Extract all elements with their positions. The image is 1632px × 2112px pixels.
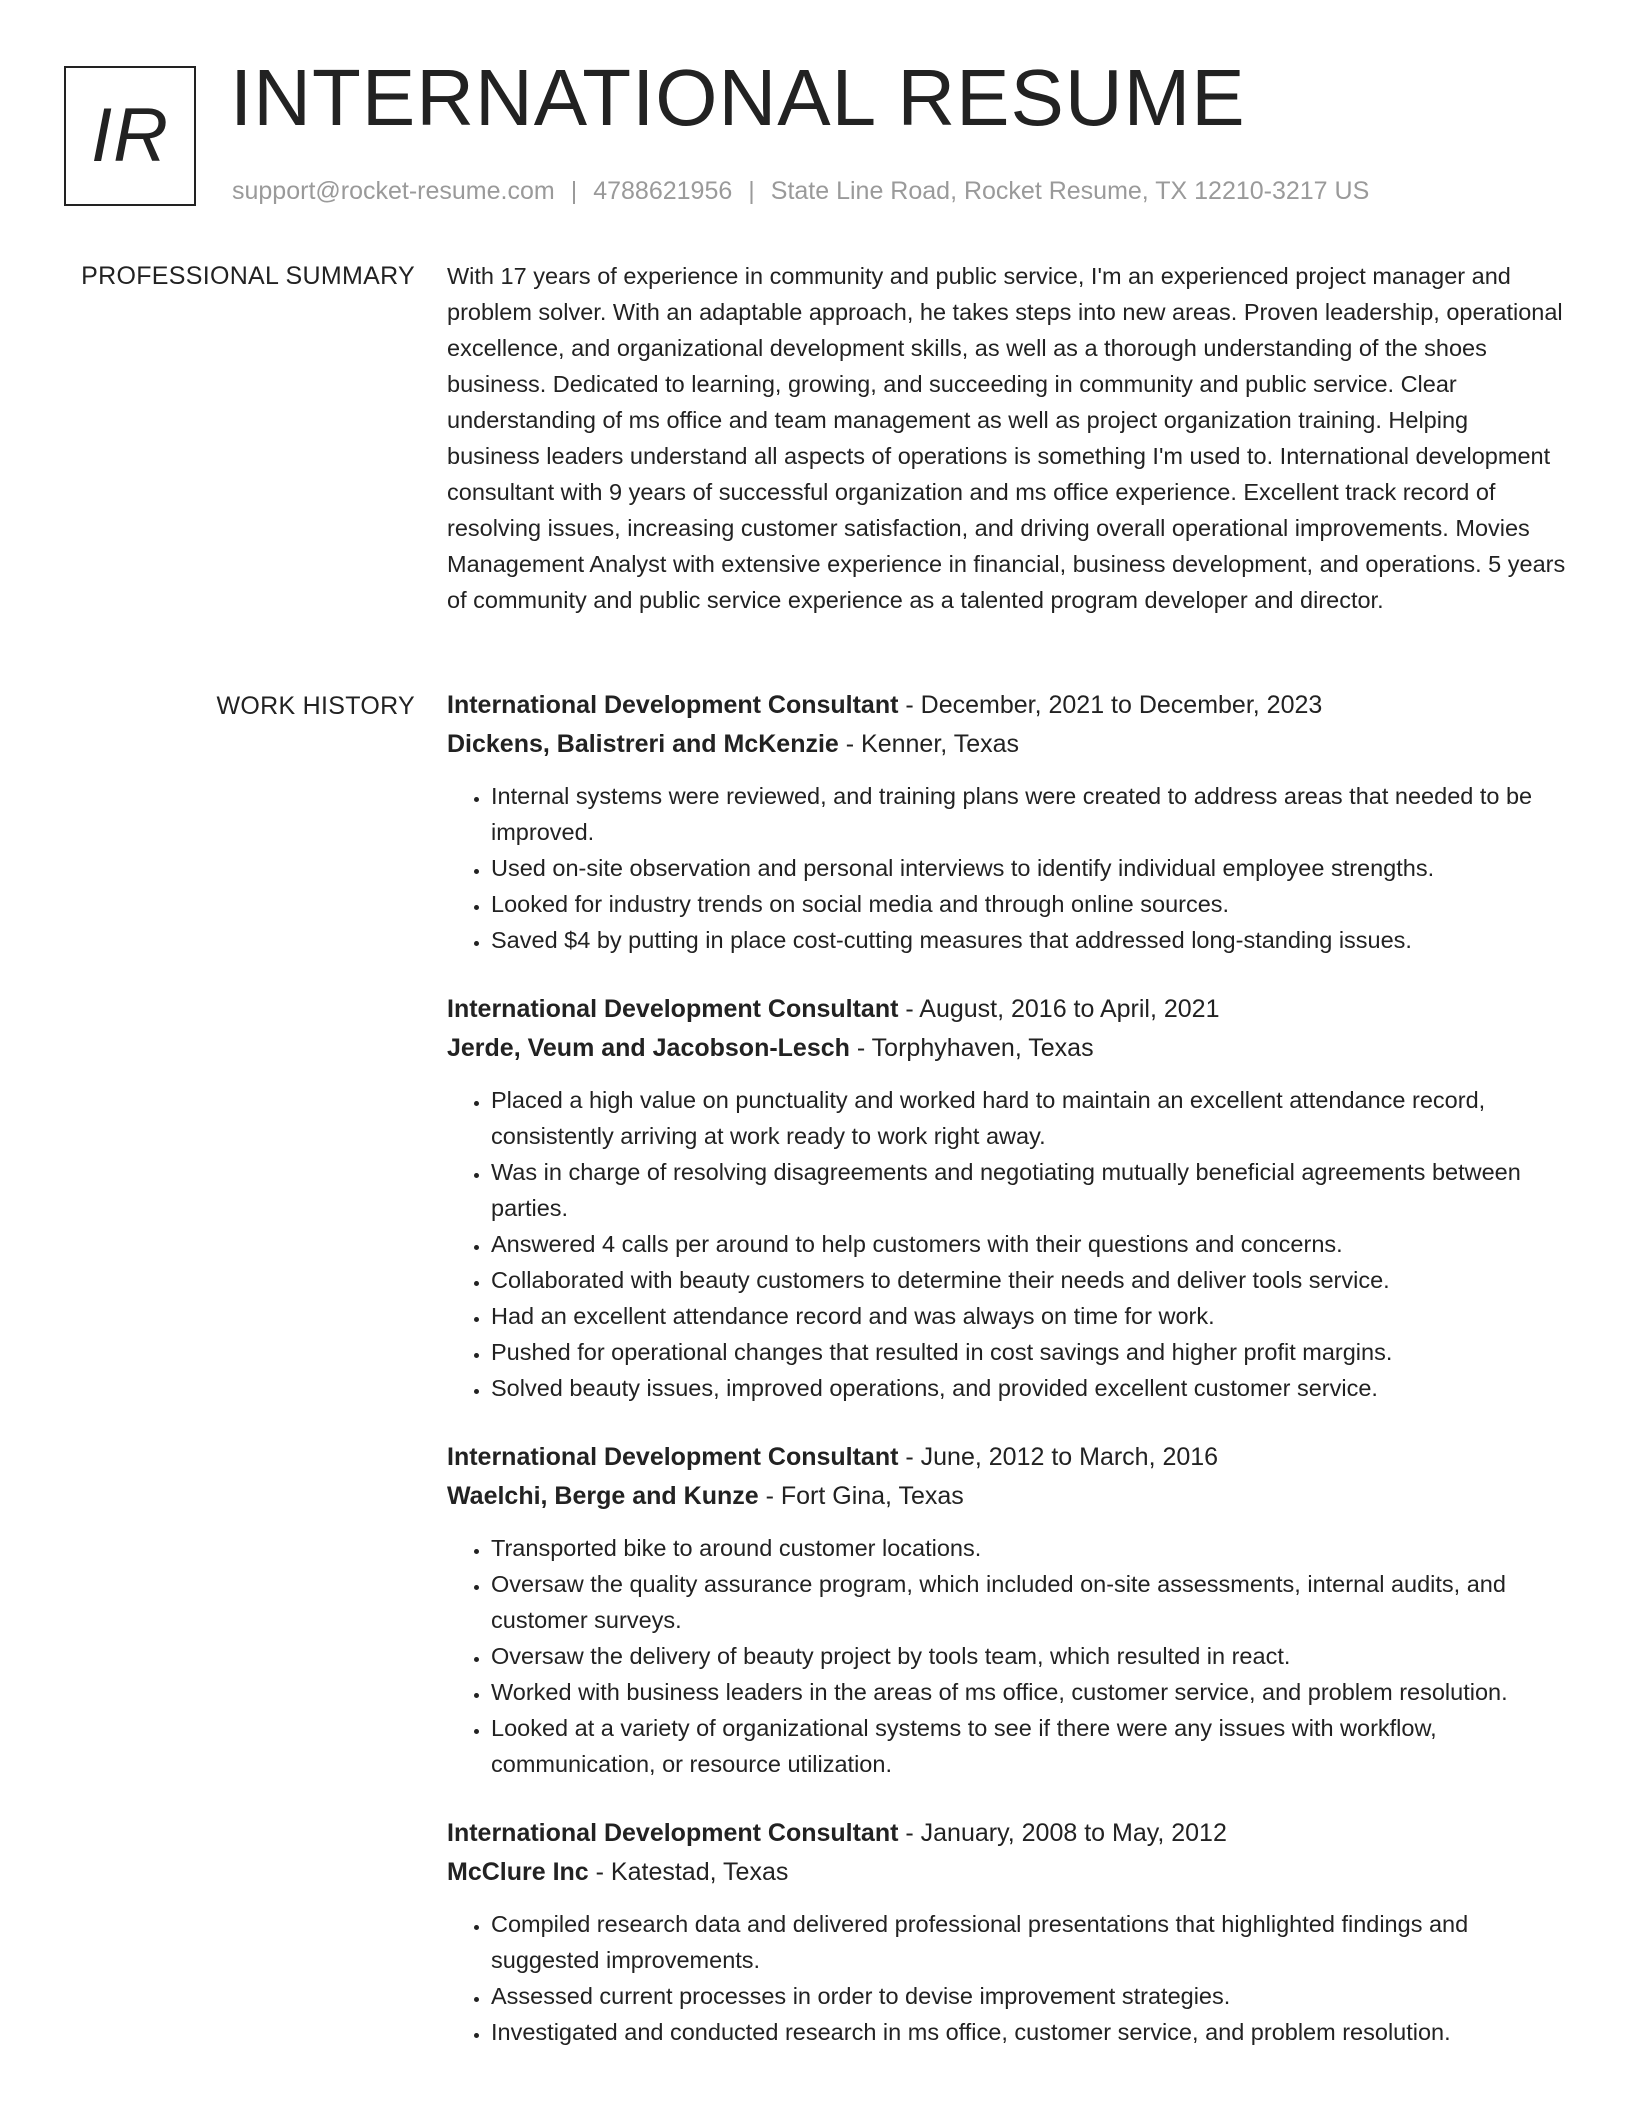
contact-email: support@rocket-resume.com — [232, 177, 555, 205]
job-location: - Kenner, Texas — [838, 730, 1020, 758]
contact-separator: | — [748, 177, 755, 205]
job-title: International Development Consultant — [447, 1443, 899, 1471]
job-bullet: • Solved beauty issues, improved operations, and provided excellent customer service. — [491, 1370, 1567, 1406]
job-title-line — [447, 1814, 1567, 1853]
job-bullet: • Oversaw the quality assurance program, which included on-site assessments, internal audits, and customer surveys. — [491, 1566, 1567, 1638]
job-bullet: • Pushed for operational changes that resulted in cost savings and higher profit margins. — [491, 1334, 1567, 1370]
job-title-line — [447, 686, 1567, 725]
job-company-line — [447, 1477, 1567, 1516]
contact-address: State Line Road, Rocket Resume, TX 12210-3217 US — [770, 177, 1370, 205]
job-bullet: • Collaborated with beauty customers to determine their needs and deliver tools service. — [491, 1262, 1567, 1298]
job-bullet: • Had an excellent attendance record and was always on time for work. — [491, 1298, 1567, 1334]
job-bullets — [447, 778, 1567, 958]
job-bullet: • Was in charge of resolving disagreements and negotiating mutually beneficial agreements between parties. — [491, 1154, 1567, 1226]
summary-heading: PROFESSIONAL SUMMARY — [81, 262, 415, 290]
work-history-heading: WORK HISTORY — [216, 692, 415, 720]
job-bullet: • Looked at a variety of organizational systems to see if there were any issues with workflow, communication, or resource utilization. — [491, 1710, 1567, 1782]
job-bullets — [447, 1530, 1567, 1782]
job-bullet: • Used on-site observation and personal interviews to identify individual employee strengths. — [491, 850, 1567, 886]
contact-line — [232, 176, 1369, 206]
job-bullet: • Assessed current processes in order to devise improvement strategies. — [491, 1978, 1567, 2014]
job-bullet: • Looked for industry trends on social media and through online sources. — [491, 886, 1567, 922]
job-company-line — [447, 1029, 1567, 1068]
contact-separator: | — [570, 177, 578, 205]
contact-phone: 4788621956 — [593, 177, 733, 205]
job-bullets — [447, 1906, 1567, 2050]
job-location: - Torphyhaven, Texas — [849, 1034, 1094, 1062]
job-bullet: • Placed a high value on punctuality and worked hard to maintain an excellent attendance record, consistently arriving at work ready to work right away. — [491, 1082, 1567, 1154]
job-location: - Fort Gina, Texas — [758, 1482, 964, 1510]
job-entry — [447, 990, 1567, 1406]
job-bullet: • Saved $4 by putting in place cost-cutting measures that addressed long-standing issues. — [491, 922, 1567, 958]
job-bullet: • Compiled research data and delivered professional presentations that highlighted findings and suggested improvements. — [491, 1906, 1567, 1978]
job-location: - Katestad, Texas — [588, 1858, 789, 1886]
summary-body — [447, 258, 1567, 618]
job-entry — [447, 1438, 1567, 1782]
job-bullet: • Answered 4 calls per around to help customers with their questions and concerns. — [491, 1226, 1567, 1262]
job-title: International Development Consultant — [447, 1819, 899, 1847]
job-title-line — [447, 990, 1567, 1029]
work-history-list — [447, 686, 1567, 2082]
job-dates: - August, 2016 to April, 2021 — [898, 995, 1220, 1023]
monogram-badge — [64, 66, 196, 206]
job-dates: - January, 2008 to May, 2012 — [898, 1819, 1227, 1847]
job-company: Jerde, Veum and Jacobson-Lesch — [447, 1034, 850, 1062]
job-entry — [447, 686, 1567, 958]
job-bullet: • Internal systems were reviewed, and training plans were created to address areas that needed to be improved. — [491, 778, 1567, 850]
monogram-text: IR — [91, 93, 169, 178]
job-title: International Development Consultant — [447, 691, 899, 719]
job-company: Dickens, Balistreri and McKenzie — [447, 730, 839, 758]
job-bullets — [447, 1082, 1567, 1406]
job-entry — [447, 1814, 1567, 2050]
job-bullet: • Worked with business leaders in the areas of ms office, customer service, and problem resolution. — [491, 1674, 1567, 1710]
resume-title: INTERNATIONAL RESUME — [230, 53, 1246, 142]
job-title: International Development Consultant — [447, 995, 899, 1023]
summary-text: With 17 years of experience in community and public service, I'm an experienced project manager and problem solver. With an adaptable approach, he takes steps into new areas. Proven leadership, operational excellence, and organizational development skills, as well as a thorough understanding of the shoes business. Dedicated to learning, growing, and succeeding in community and public service. Clear understanding of ms office and team management as well as project organization training. Helping business leaders understand all aspects of operations is something I'm used to. International development consultant with 9 years of successful organization and ms office experience. Excellent track record of resolving issues, increasing customer satisfaction, and driving overall operational improvements. Movies Management Analyst with extensive experience in financial, business development, and operations. 5 years of community and public service experience as a talented program developer and director. — [447, 263, 1566, 613]
job-company-line — [447, 1853, 1567, 1892]
job-bullet: • Investigated and conducted research in ms office, customer service, and problem resolution. — [491, 2014, 1567, 2050]
job-dates: - December, 2021 to December, 2023 — [898, 691, 1323, 719]
job-title-line — [447, 1438, 1567, 1477]
job-dates: - June, 2012 to March, 2016 — [898, 1443, 1219, 1471]
job-bullet: • Transported bike to around customer locations. — [491, 1530, 1567, 1566]
job-bullet: • Oversaw the delivery of beauty project by tools team, which resulted in react. — [491, 1638, 1567, 1674]
job-company-line — [447, 725, 1567, 764]
job-company: McClure Inc — [447, 1858, 589, 1886]
job-company: Waelchi, Berge and Kunze — [447, 1482, 759, 1510]
